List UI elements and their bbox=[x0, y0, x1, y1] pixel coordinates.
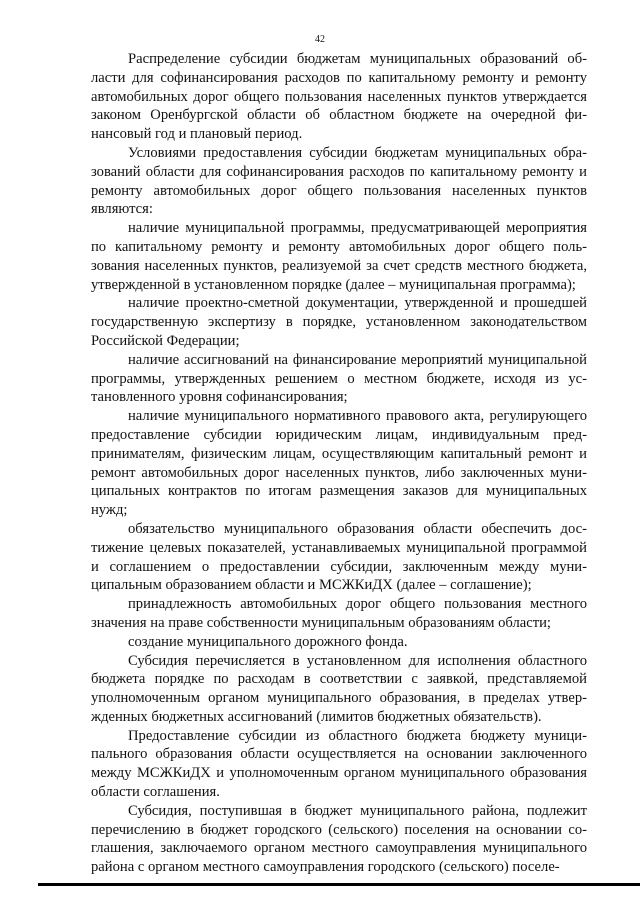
document-body bbox=[91, 50, 587, 877]
paragraph-condition-documentation: наличие проектно-сметной документации, утвержденной и прошедшей государственную экспертизу в порядке, установленном законодательством Российской Федерации; bbox=[91, 295, 587, 349]
paragraph-subsidy-distribution: Распределение субсидии бюджетам муниципальных образований области для софинансирования расходов по капитальному ремонту и ремонту автомобильных дорог общего пользования населенных пунктов утверждается законом Оренбургской области об областном бюджете на очередной финансовый год и плановый период. bbox=[91, 51, 587, 143]
paragraph-agreement-basis: Предоставление субсидии из областного бюджета бюджету муниципального образования области осуществляется на основании заключенного между МСЖКиДХ и уполномоченным органом муниципального образования области соглашения. bbox=[91, 727, 587, 801]
paragraph-condition-road-fund: создание муниципального дорожного фонда. bbox=[128, 633, 408, 650]
bottom-divider bbox=[38, 883, 640, 886]
paragraph-transfer-procedure: Субсидия перечисляется в установленном для исполнения областного бюджета порядке по расходам в соответствии с заявкой, представляемой уполномоченным органом муниципального образования, в пределах утвержденных бюджетных ассигнований (лимитов бюджетных обязательств). bbox=[91, 652, 587, 725]
paragraph-condition-program: наличие муниципальной программы, предусматривающей мероприятия по капитальному ремонту и ремонту автомобильных дорог общего пользования населенных пунктов, реализуемой за счет средств местного бюджета, утвержденной в установленном порядке (далее – муниципальная программа); bbox=[91, 220, 587, 293]
page-number: 42 bbox=[315, 34, 325, 45]
paragraph-condition-legal-act: наличие муниципального нормативного правового акта, регулирующего предоставление субсидии юридическим лицам, индивидуальным предпринимателям, физическим лицам, осуществляющим капитальный ремонт и ремонт автомобильных дорог населенных пунктов, либо заключенных муниципальных контрактов по итогам размещения заказов для муниципальных нужд; bbox=[91, 408, 587, 519]
paragraph-condition-obligation: обязательство муниципального образования области обеспечить достижение целевых показателей, устанавливаемых муниципальной программой и соглашением о предоставлении субсидии, заключенным между муниципальным образованием области и МСЖКиДХ (далее – соглашение); bbox=[91, 520, 587, 594]
paragraph-conditions-intro: Условиями предоставления субсидии бюджетам муниципальных образований области для софинансирования расходов по капитальному ремонту и ремонту автомобильных дорог общего пользования населенных пунктов являются: bbox=[91, 144, 587, 218]
paragraph-district-transfer: Субсидия, поступившая в бюджет муниципального района, подлежит перечислению в бюджет городского (сельского) поселения на основании соглашения, заключаемого органом местного самоуправления муниципального района с органом местного самоуправления городского (сельского) поселе- bbox=[91, 802, 587, 876]
paragraph-condition-ownership: принадлежность автомобильных дорог общего пользования местного значения на праве собственности муниципальным образованиям области; bbox=[91, 596, 587, 631]
paragraph-condition-allocations: наличие ассигнований на финансирование мероприятий муниципальной программы, утвержденных решением о местном бюджете, исходя из установленного уровня софинансирования; bbox=[91, 351, 587, 406]
